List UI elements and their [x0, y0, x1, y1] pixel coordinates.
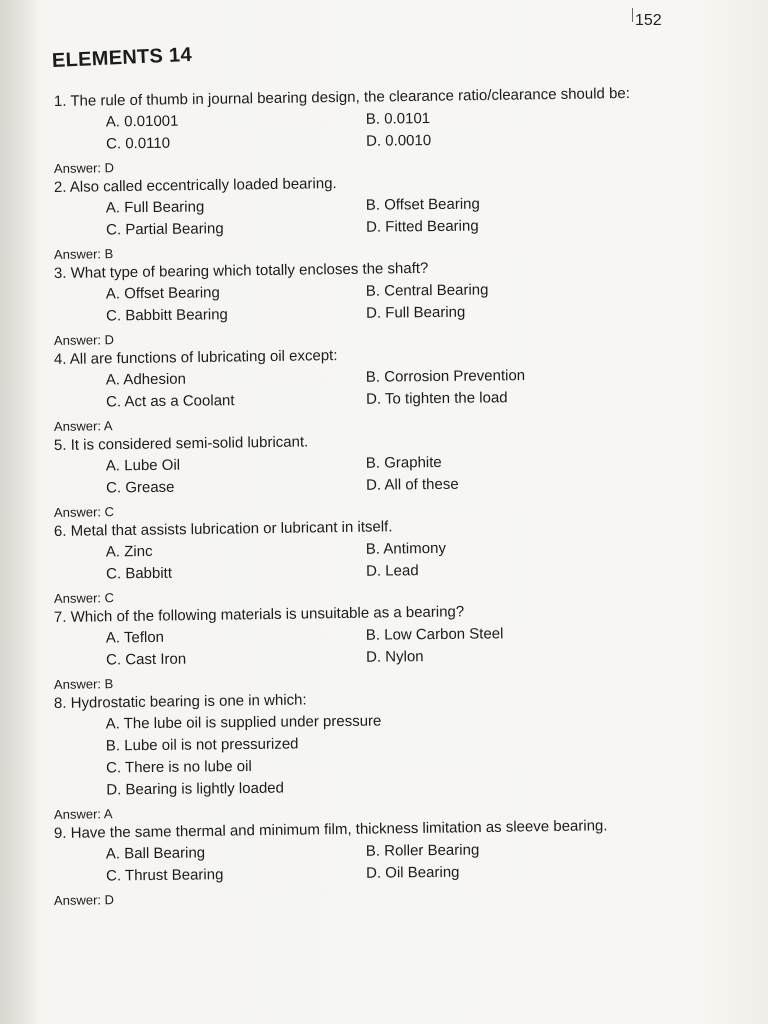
question-block: [53, 518, 694, 608]
question-block: [53, 691, 694, 824]
page-binding-shadow: [0, 0, 40, 1024]
option-c: C. Partial Bearing: [106, 220, 224, 239]
question-block: [53, 84, 694, 178]
option-c: C. Thrust Bearing: [106, 866, 224, 885]
option-grid: [54, 449, 694, 500]
question-block: [53, 603, 694, 694]
option-b: B. Central Bearing: [365, 281, 489, 300]
option-d: D. To tighten the load: [366, 389, 508, 408]
question-text: 8. Hydrostatic bearing is one in which:: [53, 691, 307, 712]
option-c: C. Act as a Coolant: [106, 392, 235, 411]
page-number: 152: [635, 12, 662, 29]
option-a: A. Zinc: [105, 542, 153, 561]
option-d: D. Lead: [366, 562, 419, 580]
question-text: 3. What type of bearing which totally encloses the shaft?: [53, 259, 429, 282]
answer-text: Answer: A: [53, 418, 113, 434]
question-block: [53, 175, 694, 264]
option-d: D. All of these: [366, 475, 459, 494]
question-block: [53, 347, 694, 436]
question-text: 4. All are functions of lubricating oil except:: [53, 347, 338, 368]
option-b: B. Corrosion Prevention: [365, 367, 526, 386]
option-c: C. Babbitt Bearing: [106, 306, 228, 325]
option-c: C. Babbitt: [106, 564, 173, 583]
question-text: 5. It is considered semi-solid lubricant.: [53, 433, 309, 454]
answer-text: Answer: B: [53, 246, 114, 262]
question-list: [53, 84, 694, 910]
option-a: A. Full Bearing: [105, 198, 205, 217]
option-b: B. Roller Bearing: [365, 841, 480, 860]
question-block: [53, 817, 694, 910]
option-d: D. Full Bearing: [366, 303, 466, 322]
option-a: A. Teflon: [105, 628, 165, 647]
option-a: A. Lube Oil: [105, 456, 181, 475]
option-b: B. Antimony: [365, 539, 446, 558]
answer-text: Answer: A: [53, 806, 113, 822]
answer-text: Answer: C: [53, 504, 115, 520]
option-c: C. Grease: [106, 478, 175, 497]
page-number-mark: [632, 8, 633, 22]
answer-text: Answer: D: [53, 332, 115, 348]
option-a: A. Offset Bearing: [105, 284, 220, 303]
option-c: C. 0.0110: [106, 134, 171, 153]
option-d: D. Bearing is lightly loaded: [106, 779, 285, 799]
option-a: A. Adhesion: [105, 370, 187, 389]
question-block: [53, 259, 694, 350]
section-title: ELEMENTS 14: [51, 43, 193, 72]
option-a: A. 0.01001: [105, 112, 179, 131]
answer-text: Answer: D: [53, 892, 115, 908]
question-text: 2. Also called eccentrically loaded bearing.: [53, 175, 337, 196]
option-b: B. Offset Bearing: [365, 195, 480, 214]
option-b: B. Lube oil is not pressurized: [105, 735, 299, 755]
option-grid: [54, 105, 694, 156]
option-c: C. Cast Iron: [106, 650, 187, 669]
option-grid: [54, 191, 694, 242]
option-b: B. 0.0101: [365, 110, 431, 128]
option-b: B. Low Carbon Steel: [365, 625, 504, 644]
option-d: D. Oil Bearing: [366, 863, 460, 882]
option-c: C. There is no lube oil: [106, 757, 252, 777]
option-d: D. 0.0010: [366, 132, 432, 150]
question-text: 7. Which of the following materials is unsuitable as a bearing?: [53, 603, 465, 626]
question-text: 9. Have the same thermal and minimum film, thickness limitation as sleeve bearing.: [53, 817, 608, 842]
option-grid: [54, 535, 694, 586]
option-grid: [54, 837, 694, 888]
answer-text: Answer: B: [53, 676, 114, 692]
option-b: B. Graphite: [365, 453, 442, 472]
question-text: 6. Metal that assists lubrication or lubricant in itself.: [53, 518, 393, 540]
option-grid: [54, 363, 694, 414]
question-text: 1. The rule of thumb in journal bearing design, the clearance ratio/clearance should be:: [53, 84, 630, 110]
option-a: A. Ball Bearing: [105, 844, 206, 863]
option-d: D. Fitted Bearing: [366, 217, 479, 236]
answer-text: Answer: D: [53, 160, 115, 176]
answer-text: Answer: C: [53, 590, 115, 606]
option-a: A. The lube oil is supplied under pressure: [105, 712, 382, 733]
option-list: [54, 707, 695, 802]
option-grid: [54, 621, 694, 672]
question-block: [53, 433, 694, 522]
option-grid: [54, 277, 694, 328]
option-d: D. Nylon: [366, 648, 424, 666]
